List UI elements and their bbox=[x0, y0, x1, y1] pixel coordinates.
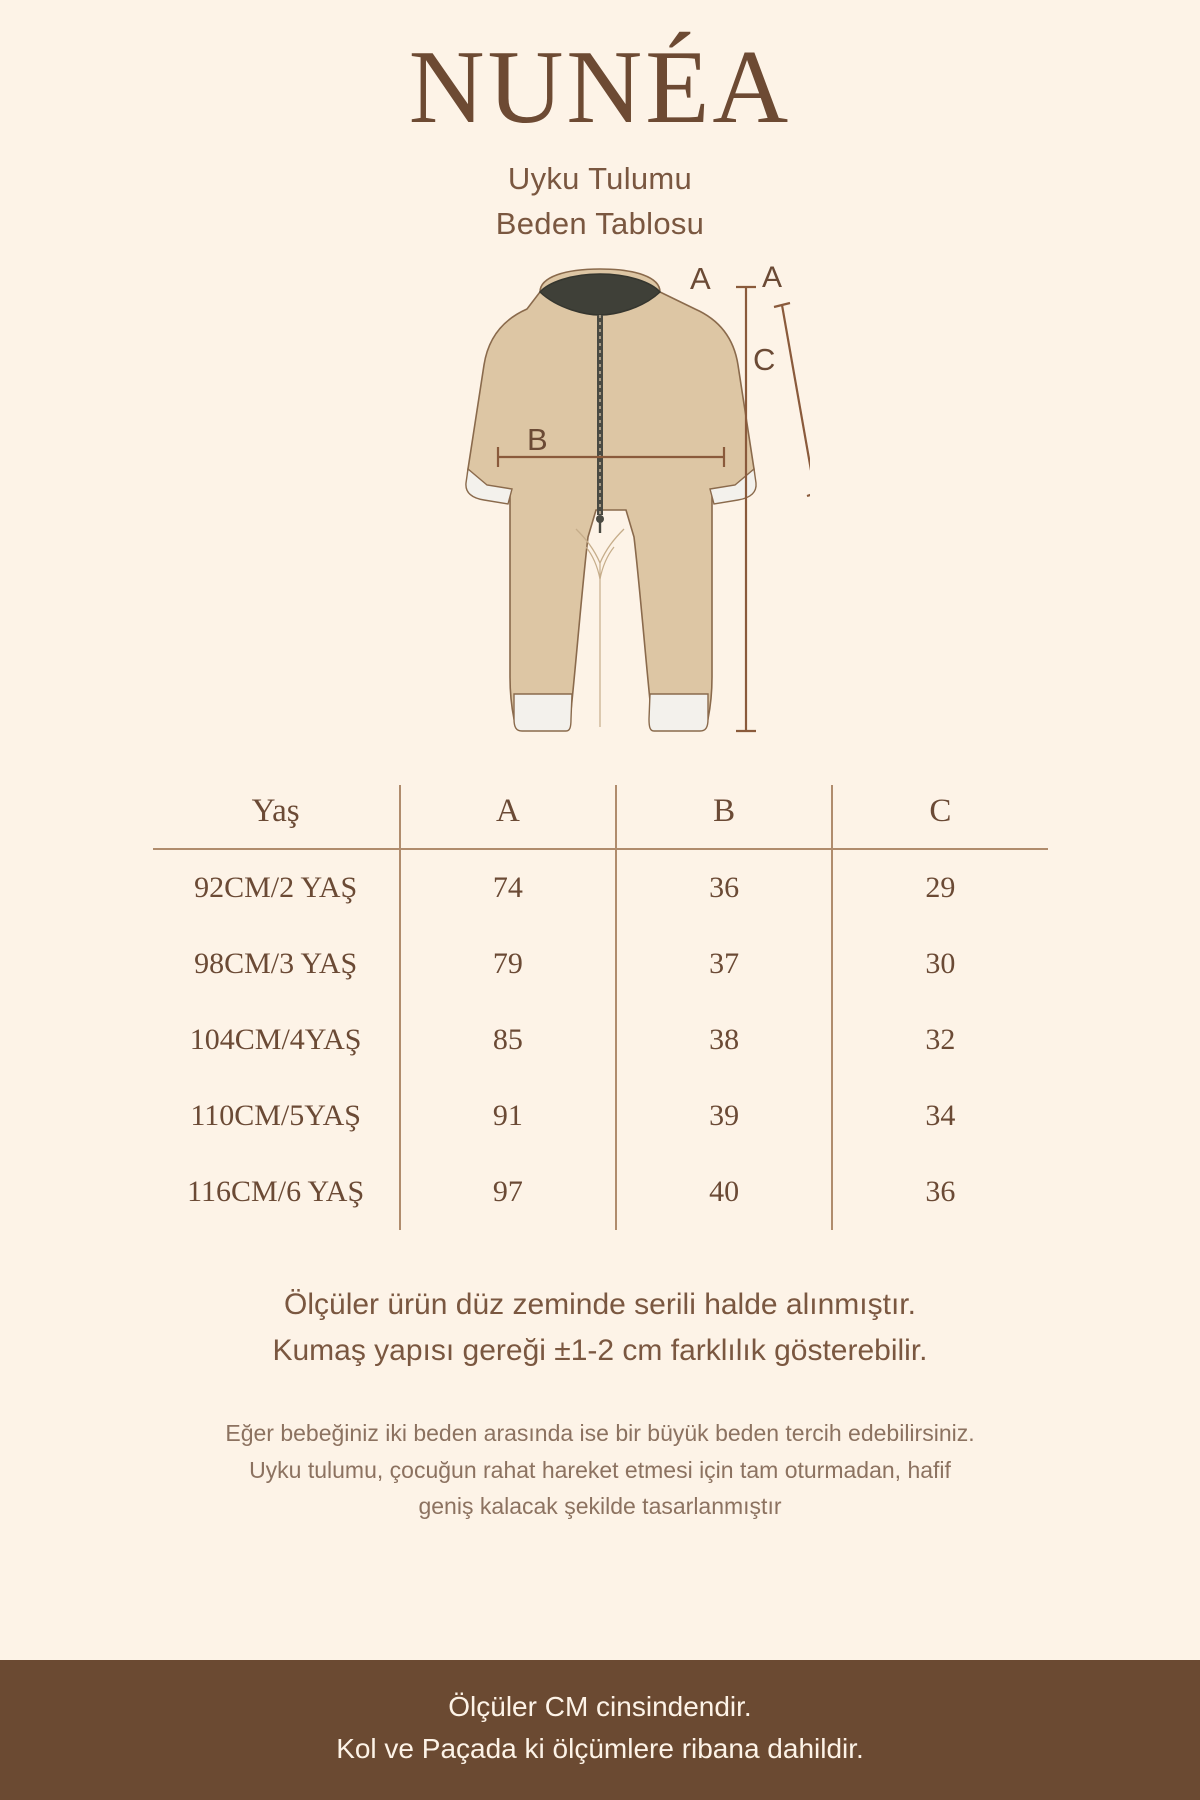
column-header-c: C bbox=[832, 785, 1047, 849]
cell-age: 110CM/5YAŞ bbox=[190, 1098, 361, 1132]
page-subtitle bbox=[496, 157, 704, 247]
cell-b: 36 bbox=[616, 849, 832, 926]
fit-advice-line-1: Eğer bebeğiniz iki beden arasında ise bir büyük beden tercih edebilirsiniz. bbox=[225, 1419, 975, 1446]
measurement-note-line-1: Ölçüler ürün düz zeminde serili halde alınmıştır. bbox=[284, 1287, 916, 1321]
table-row bbox=[153, 926, 1048, 1002]
size-table-wrapper bbox=[153, 785, 1048, 1230]
cell-a: 79 bbox=[400, 926, 616, 1002]
cell-a: 85 bbox=[400, 1002, 616, 1078]
cell-a: 97 bbox=[400, 1154, 616, 1230]
column-header-a: A bbox=[400, 785, 616, 849]
cell-b: 37 bbox=[616, 926, 832, 1002]
dimension-label-b: B bbox=[527, 421, 548, 457]
footer-line-1: Ölçüler CM cinsindendir. bbox=[448, 1691, 752, 1722]
cell-c: 30 bbox=[832, 926, 1047, 1002]
dimension-label-c: C bbox=[753, 341, 776, 377]
cell-b: 39 bbox=[616, 1078, 832, 1154]
brand-title: NUNÉA bbox=[408, 28, 792, 145]
cell-age: 98CM/3 YAŞ bbox=[194, 946, 358, 980]
label-a: A bbox=[762, 260, 783, 294]
fit-advice-line-3: geniş kalacak şekilde tasarlanmıştır bbox=[418, 1493, 782, 1520]
column-header-b: B bbox=[616, 785, 832, 849]
cell-age: 92CM/2 YAŞ bbox=[194, 870, 358, 904]
cell-a: 91 bbox=[400, 1078, 616, 1154]
subtitle-line-2: Beden Tablosu bbox=[495, 205, 705, 241]
cell-a: 74 bbox=[400, 849, 616, 926]
measurement-note-line-2: Kumaş yapısı gereği ±1-2 cm farklılık gösterebilir. bbox=[272, 1334, 928, 1368]
size-table bbox=[153, 785, 1048, 1230]
table-row bbox=[153, 1078, 1048, 1154]
cell-b: 40 bbox=[616, 1154, 832, 1230]
cell-age: 104CM/4YAŞ bbox=[189, 1022, 362, 1056]
table-header-row bbox=[153, 785, 1048, 849]
fit-advice-note bbox=[225, 1415, 974, 1525]
measurement-note bbox=[272, 1282, 927, 1375]
cell-c: 29 bbox=[832, 849, 1047, 926]
footer-line-2: Kol ve Paçada ki ölçümlere ribana dahildir. bbox=[336, 1733, 864, 1764]
table-row bbox=[153, 849, 1048, 926]
footer-banner bbox=[0, 1660, 1200, 1800]
garment-illustration bbox=[0, 257, 1200, 777]
table-row bbox=[153, 1002, 1048, 1078]
measure-line-c bbox=[774, 303, 810, 496]
subtitle-line-1: Uyku Tulumu bbox=[507, 161, 693, 196]
fit-advice-line-2: Uyku tulumu, çocuğun rahat hareket etmesi için tam oturmadan, hafif bbox=[249, 1456, 951, 1483]
table-row bbox=[153, 1154, 1048, 1230]
cell-c: 36 bbox=[832, 1154, 1047, 1230]
cell-c: 32 bbox=[832, 1002, 1047, 1078]
cell-c: 34 bbox=[832, 1078, 1047, 1154]
cell-age: 116CM/6 YAŞ bbox=[187, 1174, 365, 1208]
garment-body bbox=[466, 269, 756, 731]
dimension-label-a: A bbox=[690, 260, 711, 296]
cell-b: 38 bbox=[616, 1002, 832, 1078]
column-header-age: Yaş bbox=[251, 792, 300, 829]
